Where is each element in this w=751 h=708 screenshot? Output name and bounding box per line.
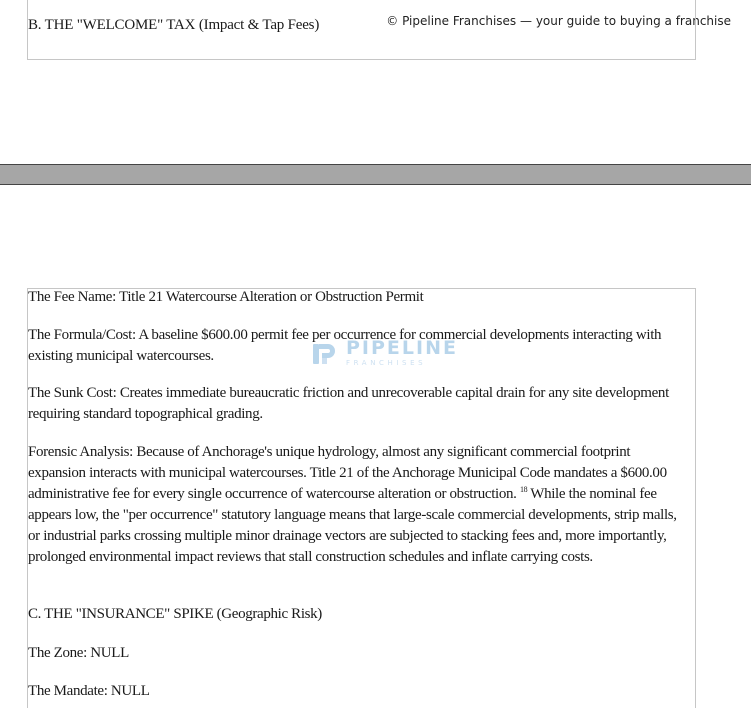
document-page-previous: [27, 0, 696, 60]
formula-cost-paragraph: The Formula/Cost: A baseline $600.00 permit fee per occurrence for commercial developments interacting with existing municipal watercourses.: [28, 327, 662, 364]
pipeline-franchises-watermark: [310, 338, 458, 368]
watermark-subtitle: FRANCHISES: [346, 359, 427, 367]
page-separator: [0, 164, 751, 185]
forensic-analysis-paragraph: [28, 442, 688, 568]
pipeline-logo-icon: [310, 338, 340, 368]
zone-paragraph: The Zone: NULL: [28, 645, 129, 661]
forensic-analysis-text-part2: While the nominal fee appears low, the "per occurrence" statutory language means that large-scale commercial developments, strip malls, or industrial parks crossing multiple minor drainage vectors are subjected to stacking fees and, more importantly, prolonged environmental impact reviews that stall construction schedules and inflate carrying costs.: [28, 486, 677, 565]
forensic-analysis-text-part1: Forensic Analysis: Because of Anchorage's unique hydrology, almost any significant commercial footprint expansion interacts with municipal watercourses. Title 21 of the Anchorage Municipal Code mandates a $600.00 administrative fee for every single occurrence of watercourse alteration or obstruction.: [28, 444, 667, 502]
copyright-notice: © Pipeline Franchises — your guide to buying a franchise: [386, 14, 731, 28]
section-b-heading: B. THE "WELCOME" TAX (Impact & Tap Fees): [28, 17, 320, 33]
footnote-reference-18[interactable]: 18: [519, 485, 528, 494]
watermark-title: PIPELINE: [346, 337, 458, 359]
section-c-heading: C. THE "INSURANCE" SPIKE (Geographic Risk): [28, 606, 322, 622]
mandate-paragraph: The Mandate: NULL: [28, 683, 150, 699]
fee-name-paragraph: The Fee Name: Title 21 Watercourse Alteration or Obstruction Permit: [28, 289, 424, 305]
sunk-cost-paragraph: The Sunk Cost: Creates immediate bureaucratic friction and unrecoverable capital drain for any site development requiring standard topographical grading.: [28, 385, 669, 422]
